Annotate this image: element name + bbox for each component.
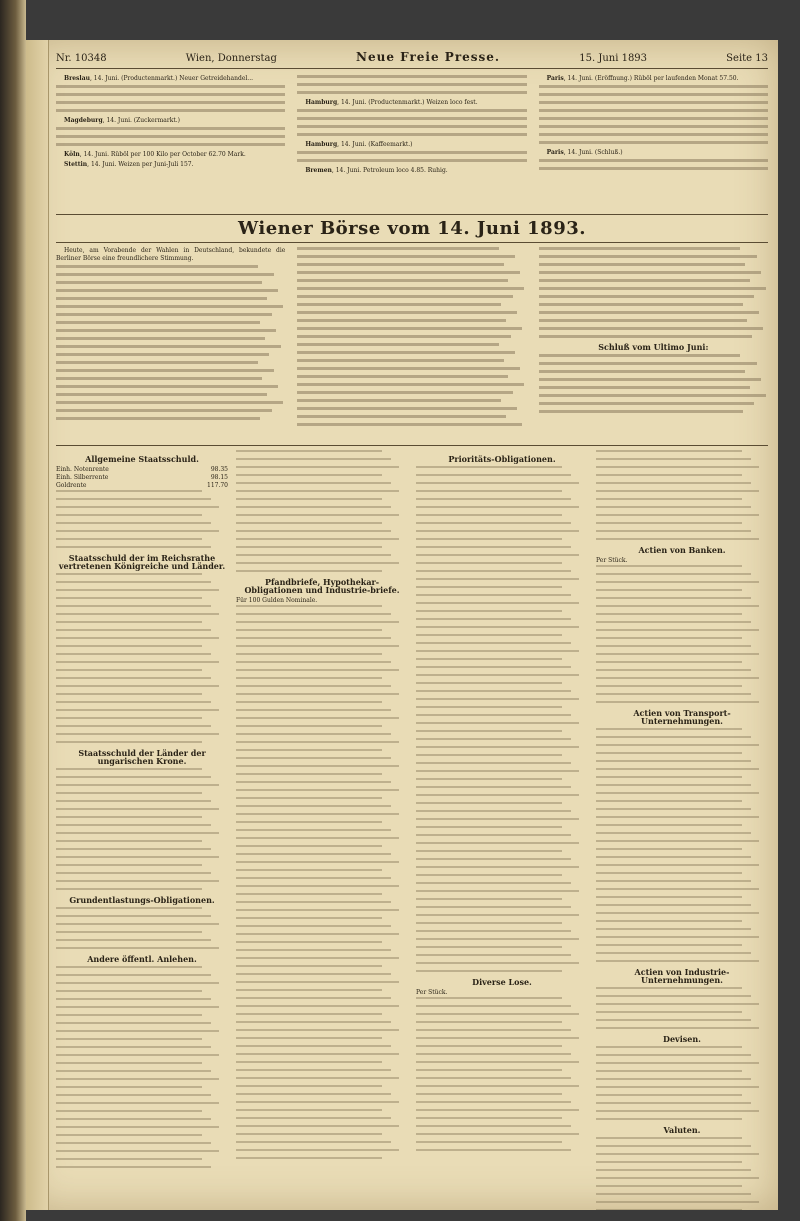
- section-heading: Staatsschuld der Länder der ungarischen Krone.: [78, 748, 206, 766]
- ultimo-heading: Schluß vom Ultimo Juni:: [598, 342, 709, 352]
- quotation-lines: [236, 605, 408, 1159]
- section-heading: Andere öffentl. Anlehen.: [87, 954, 197, 964]
- quotation-lines: [56, 966, 228, 1168]
- report-paragraph: Stettin, 14. Juni. Weizen per Juni-Juli 157.: [64, 161, 194, 168]
- table-column-3: [416, 450, 588, 1210]
- quotation-lines: [56, 573, 228, 743]
- quotation-lines: [596, 1137, 768, 1210]
- section-heading: Prioritäts-Obligationen.: [448, 454, 556, 464]
- table-column-1: [56, 450, 228, 1210]
- table-row: Goldrente 117.70: [56, 482, 228, 489]
- report-column-3: [539, 247, 768, 437]
- market-column-3: [539, 75, 768, 210]
- quotation-lines: [56, 490, 228, 548]
- page-number: Seite 13: [726, 53, 768, 64]
- quotation-lines: [596, 987, 768, 1029]
- table-column-2: [236, 450, 408, 1210]
- previous-page-edge: [26, 40, 49, 1210]
- bourse-headline: Wiener Börse vom 14. Juni 1893.: [56, 214, 768, 243]
- report-paragraph: Hamburg, 14. Juni. (Kaffeemarkt.): [305, 141, 413, 148]
- bourse-report: [56, 247, 768, 437]
- section-heading: Actien von Industrie-Unternehmungen.: [634, 967, 730, 985]
- table-column-4: [596, 450, 768, 1210]
- section-heading: Diverse Lose.: [472, 977, 532, 987]
- report-paragraph: Breslau, 14. Juni. (Productenmarkt.) Neuer Getreidehandel...: [64, 75, 254, 82]
- quotation-lines: [236, 450, 408, 572]
- quotation-tables: [56, 445, 768, 1210]
- quotation-lines: [416, 997, 588, 1151]
- newspaper-page: [26, 40, 778, 1210]
- table-row: Per Stück.: [596, 557, 628, 564]
- market-reports: [56, 75, 768, 210]
- report-intro: Heute, am Vorabende der Wahlen in Deutschland, bekundete die Berliner Börse eine freundlichere Stimmung.: [56, 247, 286, 262]
- report-paragraph: Köln, 14. Juni. Rüböl per 100 Kilo per October 62.70 Mark.: [64, 151, 246, 158]
- report-paragraph: Hamburg, 14. Juni. (Productenmarkt.) Weizen loco fest.: [305, 99, 478, 106]
- section-heading: Staatsschuld der im Reichsrathe vertretenen Königreiche und Länder.: [58, 553, 226, 571]
- quotation-lines: [416, 466, 588, 972]
- table-row: Einh. Notenrente 98.35: [56, 466, 228, 473]
- section-heading: Allgemeine Staatsschuld.: [85, 454, 199, 464]
- report-column-2: [297, 247, 526, 437]
- issue-number: Nr. 10348: [56, 53, 107, 64]
- book-spine: [0, 0, 26, 1221]
- section-heading: Grundentlastungs-Obligationen.: [69, 895, 215, 905]
- report-paragraph: Paris, 14. Juni. (Schluß.): [546, 149, 623, 156]
- table-row: Per Stück.: [416, 989, 448, 996]
- report-paragraph: Paris, 14. Juni. (Eröffnung.) Rüböl per laufenden Monat 57.50.: [546, 75, 739, 82]
- quotation-lines: [596, 565, 768, 703]
- quotation-lines: [596, 728, 768, 962]
- section-heading: Valuten.: [663, 1125, 701, 1135]
- table-row: Einh. Silberrente 98.15: [56, 474, 228, 481]
- report-paragraph: Bremen, 14. Juni. Petroleum loco 4.85. Ruhig.: [305, 167, 448, 174]
- place-day: Wien, Donnerstag: [185, 53, 277, 64]
- section-heading: Actien von Transport-Unternehmungen.: [633, 708, 731, 726]
- section-heading: Pfandbriefe, Hypothekar-Obligationen und Industrie-briefe.: [244, 577, 400, 595]
- market-column-1: [56, 75, 285, 210]
- issue-date: 15. Juni 1893: [579, 53, 648, 64]
- quotation-lines: [596, 1046, 768, 1120]
- page-content: [56, 50, 768, 1200]
- report-paragraph: Magdeburg, 14. Juni. (Zuckermarkt.): [64, 117, 181, 124]
- quotation-lines: [56, 768, 228, 890]
- masthead: [56, 50, 768, 69]
- quotation-lines: [596, 450, 768, 540]
- market-column-2: [297, 75, 526, 210]
- table-row: Für 100 Gulden Nominale.: [236, 597, 318, 604]
- report-column-1: [56, 247, 285, 437]
- quotation-lines: [56, 907, 228, 949]
- section-heading: Actien von Banken.: [638, 545, 726, 555]
- paper-title: Neue Freie Presse.: [356, 50, 501, 64]
- section-heading: Devisen.: [663, 1034, 701, 1044]
